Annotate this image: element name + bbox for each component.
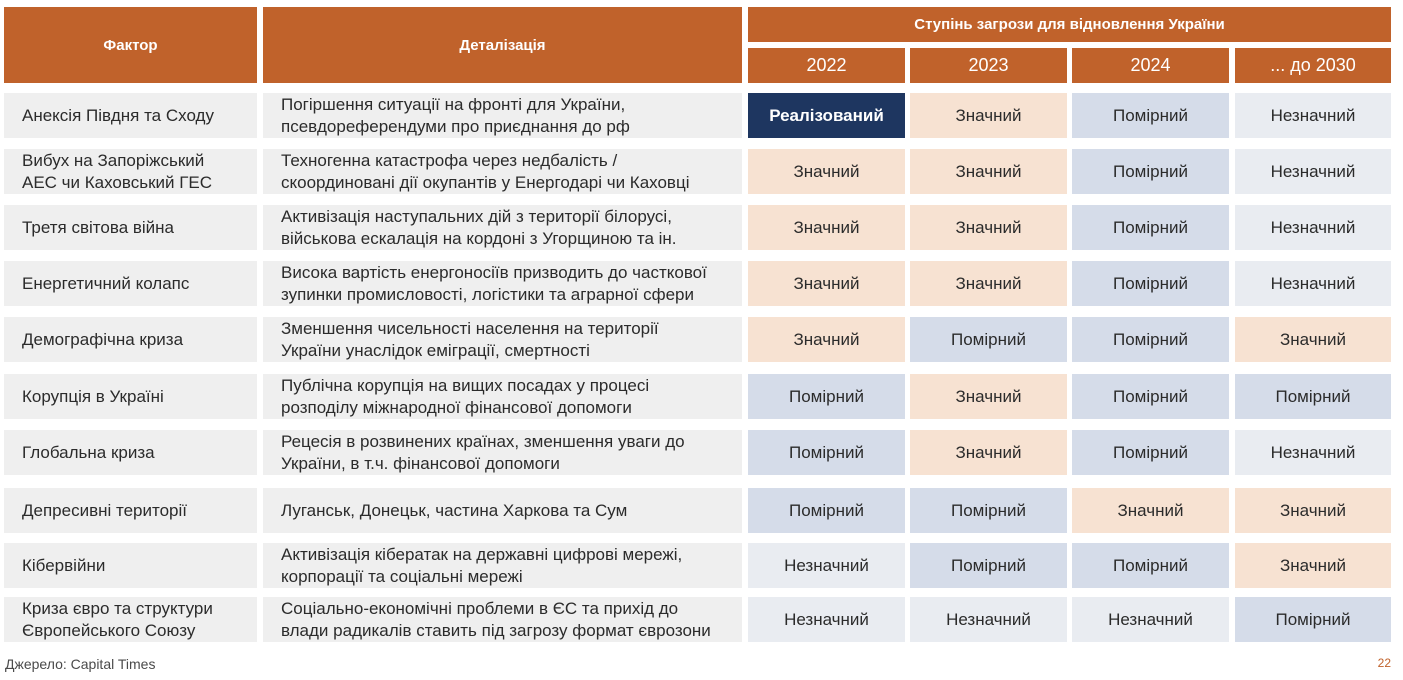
- source-note: Джерело: Capital Times: [5, 656, 156, 672]
- severity-cell: Значний: [910, 261, 1067, 306]
- detail-cell: [263, 374, 742, 419]
- severity-cell: Значний: [910, 93, 1067, 138]
- detail-cell: [263, 93, 742, 138]
- detail-cell: [263, 317, 742, 362]
- severity-cell: Помірний: [910, 317, 1067, 362]
- severity-cell: Значний: [748, 205, 905, 250]
- severity-cell: Помірний: [748, 488, 905, 533]
- text-line: корпорації та соціальні мережі: [281, 566, 523, 586]
- severity-cell: Незначний: [748, 543, 905, 588]
- text-line: Активізація наступальних дій з території білорусі,: [281, 206, 672, 226]
- factor-cell: [4, 543, 257, 588]
- text-line: Публічна корупція на вищих посадах у процесі: [281, 375, 650, 395]
- severity-cell: Значний: [1072, 488, 1229, 533]
- severity-cell: Незначний: [1235, 93, 1391, 138]
- header-detail: Деталізація: [263, 7, 742, 83]
- severity-cell: Незначний: [748, 597, 905, 642]
- detail-cell: [263, 205, 742, 250]
- text-line: Техногенна катастрофа через недбалість /: [281, 150, 618, 170]
- severity-cell: Незначний: [910, 597, 1067, 642]
- text-line: Луганськ, Донецьк, частина Харкова та Сум: [281, 500, 628, 520]
- severity-cell: Помірний: [1072, 205, 1229, 250]
- text-line: влади радикалів ставить під загрозу формат єврозони: [281, 620, 711, 640]
- text-line: Активізація кібератак на державні цифрові мережі,: [281, 544, 683, 564]
- text-line: Соціально-економічні проблеми в ЄС та прихід до: [281, 598, 679, 618]
- severity-cell: Помірний: [1072, 374, 1229, 419]
- header-year-2023: 2023: [910, 48, 1067, 83]
- severity-cell: Значний: [748, 261, 905, 306]
- severity-cell: Помірний: [910, 488, 1067, 533]
- text-line: псевдореферендуми про приєднання до рф: [281, 116, 630, 136]
- detail-cell: [263, 488, 742, 533]
- header-year-2024: 2024: [1072, 48, 1229, 83]
- text-line: Криза євро та структури: [22, 598, 213, 618]
- text-line: Європейського Союзу: [22, 620, 196, 640]
- text-line: військова ескалація на кордоні з Угорщиною та ін.: [281, 228, 677, 248]
- severity-cell: Помірний: [1235, 374, 1391, 419]
- text-line: скоординовані дії окупантів у Енергодарі чи Каховці: [281, 172, 690, 192]
- severity-cell: Помірний: [748, 374, 905, 419]
- header-year-2030: ... до 2030: [1235, 48, 1391, 83]
- text-line: Корупція в Україні: [22, 386, 164, 406]
- header-factor: Фактор: [4, 7, 257, 83]
- text-line: Погіршення ситуації на фронті для України,: [281, 94, 626, 114]
- text-line: Енергетичний колапс: [22, 273, 190, 293]
- factor-cell: [4, 488, 257, 533]
- text-line: Кібервійни: [22, 555, 106, 575]
- severity-cell: Значний: [748, 149, 905, 194]
- severity-cell: Помірний: [1072, 93, 1229, 138]
- severity-cell: Помірний: [1072, 430, 1229, 475]
- severity-cell: Помірний: [910, 543, 1067, 588]
- detail-cell: [263, 543, 742, 588]
- severity-cell: Значний: [748, 317, 905, 362]
- text-line: Рецесія в розвинених країнах, зменшення уваги до: [281, 431, 685, 451]
- text-line: Депресивні території: [22, 500, 188, 520]
- text-line: Анексія Півдня та Сходу: [22, 105, 214, 125]
- factor-cell: [4, 261, 257, 306]
- severity-cell: Незначний: [1235, 149, 1391, 194]
- factor-cell: [4, 93, 257, 138]
- severity-cell: Значний: [910, 149, 1067, 194]
- severity-cell: Значний: [910, 374, 1067, 419]
- severity-cell: Значний: [910, 205, 1067, 250]
- text-line: України, в т.ч. фінансової допомоги: [281, 453, 560, 473]
- text-line: зупинки промисловості, логістики та аграрної сфери: [281, 284, 694, 304]
- factor-cell: [4, 205, 257, 250]
- severity-cell: Помірний: [1072, 543, 1229, 588]
- severity-cell: Помірний: [1235, 597, 1391, 642]
- text-line: України унаслідок еміграції, смертності: [281, 340, 590, 360]
- text-line: АЕС чи Каховський ГЕС: [22, 172, 213, 192]
- severity-cell: Помірний: [1072, 317, 1229, 362]
- severity-cell: Незначний: [1235, 261, 1391, 306]
- factor-cell: [4, 149, 257, 194]
- severity-cell: Незначний: [1072, 597, 1229, 642]
- text-line: Зменшення чисельності населення на території: [281, 318, 659, 338]
- factor-cell: [4, 597, 257, 642]
- severity-cell: Помірний: [1072, 149, 1229, 194]
- detail-cell: [263, 261, 742, 306]
- severity-cell: Значний: [1235, 543, 1391, 588]
- severity-cell: Помірний: [1072, 261, 1229, 306]
- detail-cell: [263, 597, 742, 642]
- text-line: Демографічна криза: [22, 329, 184, 349]
- severity-cell: Значний: [910, 430, 1067, 475]
- text-line: Третя світова війна: [22, 217, 175, 237]
- severity-cell: Помірний: [748, 430, 905, 475]
- header-year-2022: 2022: [748, 48, 905, 83]
- text-line: Глобальна криза: [22, 442, 155, 462]
- severity-cell: Значний: [1235, 488, 1391, 533]
- factor-cell: [4, 317, 257, 362]
- header-threat-level: Ступінь загрози для відновлення України: [748, 7, 1391, 42]
- text-line: розподілу міжнародної фінансової допомоги: [281, 397, 632, 417]
- page-number: 22: [1377, 656, 1391, 670]
- text-line: Вибух на Запоріжський: [22, 150, 205, 170]
- severity-cell: Значний: [1235, 317, 1391, 362]
- severity-cell: Незначний: [1235, 205, 1391, 250]
- detail-cell: [263, 149, 742, 194]
- detail-cell: [263, 430, 742, 475]
- text-line: Висока вартість енергоносіїв призводить до часткової: [281, 262, 707, 282]
- severity-cell: Реалізований: [748, 93, 905, 138]
- severity-cell: Незначний: [1235, 430, 1391, 475]
- factor-cell: [4, 430, 257, 475]
- factor-cell: [4, 374, 257, 419]
